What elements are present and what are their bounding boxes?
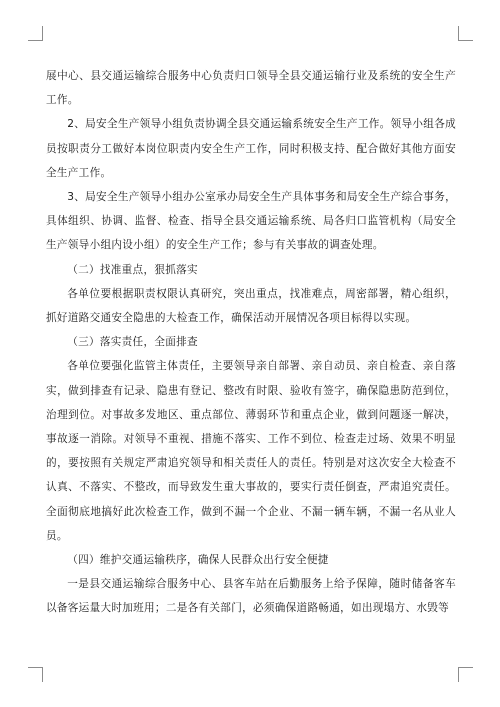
paragraph-order: 一是县交通运输综合服务中心、县客车站在后勤服务上给予保障，随时储备客车以备客运量大时加班用；二是各有关部门，必须确保道路畅通，如出现塌方、水毁等 [46, 578, 456, 615]
document-page [46, 64, 456, 621]
paragraph-focus: 各单位要根据职责权限认真研究，突出重点，找准难点，周密部署，精心组织，抓好道路交通安全隐患的大检查工作，确保活动开展情况各项目标得以实现。 [46, 287, 456, 325]
crop-mark-bottom-left [28, 667, 43, 682]
crop-mark-top-left [28, 26, 43, 41]
paragraph-item-2: 2、局安全生产领导小组负责协调全县交通运输系统安全生产工作。领导小组各成员按职责分工做好本岗位职责内安全生产工作，同时积极支持、配合做好其他方面安全生产工作。 [46, 118, 456, 179]
crop-mark-top-right [458, 26, 473, 41]
section-heading-2: （二）找准重点，狠抓落实 [67, 263, 198, 276]
section-heading-4: （四）维护交通运输秩序，确保人民群众出行安全便捷 [67, 554, 329, 567]
crop-mark-bottom-right [458, 667, 473, 682]
paragraph-continuation: 展中心、县交通运输综合服务中心负责归口领导全县交通运输行业及系统的安全生产工作。 [46, 70, 456, 107]
paragraph-item-3: 3、局安全生产领导小组办公室承办局安全生产具体事务和局安全生产综合事务，具体组织、协调、监督、检查、指导全县交通运输系统、局各归口监管机构（局安全生产领导小组内设小组）的安全生产工作；参与有关事故的调查处理。 [46, 191, 456, 252]
section-heading-3: （三）落实责任，全面排查 [67, 336, 198, 349]
paragraph-responsibility: 各单位要强化监管主体责任，主要领导亲自部署、亲自动员、亲自检查、亲自落实，做到排查有记录、隐患有登记、整改有时限、验收有签字，确保隐患防范到位，治理到位。对事故多发地区、重点部位、薄弱环节和重点企业，做到问题逐一解决，事故逐一消除。对领导不重视、措施不落实、工作不到位、检查走过场、效果不明显的，要按照有关规定严肃追究领导和相关责任人的责任。特别是对这次安全大检查不认真、不落实、不整改，而导致发生重大事故的，要实行责任倒查，严肃追究责任。全面彻底地搞好此次检查工作，做到不漏一个企业、不漏一辆车辆，不漏一名从业人员。 [46, 360, 456, 542]
